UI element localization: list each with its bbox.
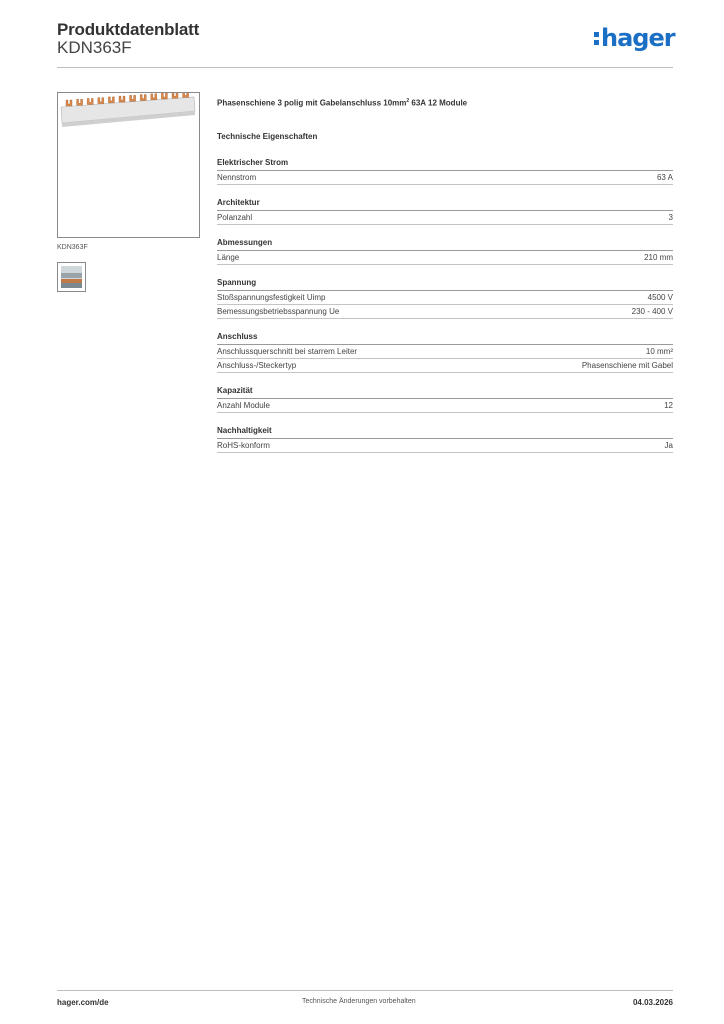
footer-notice: Technische Änderungen vorbehalten	[302, 998, 416, 1005]
section-title: Elektrischer Strom	[217, 158, 673, 171]
logo-text: hager	[601, 24, 675, 52]
property-label: Länge	[217, 253, 240, 262]
page-title: Produktdatenblatt	[57, 20, 200, 39]
footer-date: 04.03.2026	[632, 998, 673, 1007]
section-title: Spannung	[217, 278, 673, 291]
fork-terminal	[108, 97, 114, 103]
property-label: Anschlussquerschnitt bei starrem Leiter	[217, 347, 358, 356]
property-label: Polanzahl	[217, 213, 253, 222]
property-label: Stoßspannungsfestigkeit Uimp	[217, 293, 326, 302]
fork-terminal	[151, 94, 157, 100]
property-value: 210 mm	[644, 253, 673, 262]
footer-divider	[57, 990, 673, 991]
datasheet-content	[217, 96, 673, 466]
property-section	[217, 198, 673, 225]
product-title-superscript: 2	[406, 98, 410, 104]
section-title: Architektur	[217, 198, 673, 211]
product-code-heading: KDN363F	[57, 38, 132, 57]
section-title: Kapazität	[217, 386, 673, 399]
product-title-rest: 63A 12 Module	[409, 98, 468, 108]
fork-terminal	[183, 93, 189, 97]
footer-website[interactable]: hager.com/de	[57, 998, 109, 1007]
property-value: 10 mm²	[645, 347, 673, 356]
fork-terminal	[130, 95, 136, 101]
property-row	[217, 291, 673, 305]
property-section	[217, 278, 673, 319]
property-value: Phasenschiene mit Gabel	[581, 361, 673, 370]
property-value: Ja	[664, 441, 673, 450]
property-value: 63 A	[656, 173, 673, 182]
fork-terminal	[66, 100, 72, 106]
fork-terminal	[161, 93, 167, 99]
property-label: RoHS-konform	[217, 441, 270, 450]
product-title-main: Phasenschiene 3 polig mit Gabelanschluss 10mm	[217, 98, 407, 108]
property-section	[217, 332, 673, 373]
property-sections	[217, 158, 673, 453]
property-section	[217, 386, 673, 413]
property-section	[217, 158, 673, 185]
property-value: 3	[668, 213, 673, 222]
thumbnail-image[interactable]	[57, 262, 86, 292]
property-value: 12	[664, 401, 673, 410]
property-row	[217, 211, 673, 225]
property-value: 4500 V	[647, 293, 673, 302]
product-image	[57, 92, 200, 238]
property-section	[217, 426, 673, 453]
fork-terminal	[140, 95, 146, 101]
fork-terminal	[77, 99, 83, 105]
section-title: Nachhaltigkeit	[217, 426, 673, 439]
property-label: Nennstrom	[217, 173, 257, 182]
header-divider	[57, 67, 673, 68]
busbar-illustration	[58, 93, 199, 237]
property-row	[217, 345, 673, 359]
image-caption: KDN363F	[57, 244, 88, 251]
property-section	[217, 238, 673, 265]
product-title	[217, 96, 673, 106]
technical-properties-heading: Technische Eigenschaften	[217, 132, 318, 141]
property-label: Bemessungsbetriebsspannung Ue	[217, 307, 340, 316]
property-row	[217, 439, 673, 453]
section-title: Anschluss	[217, 332, 673, 345]
thumbnail-illustration	[58, 263, 85, 291]
property-value: 230 - 400 V	[631, 307, 673, 316]
property-row	[217, 171, 673, 185]
property-row	[217, 251, 673, 265]
property-row	[217, 305, 673, 319]
property-row	[217, 399, 673, 413]
logo-colon-mark	[594, 29, 599, 45]
fork-terminal	[98, 98, 104, 104]
property-label: Anschluss-/Steckertyp	[217, 361, 297, 370]
hager-logo	[594, 26, 675, 50]
property-row	[217, 359, 673, 373]
fork-terminal	[172, 93, 178, 98]
property-label: Anzahl Module	[217, 401, 270, 410]
section-title: Abmessungen	[217, 238, 673, 251]
fork-terminal	[119, 96, 125, 102]
fork-terminal	[87, 98, 93, 104]
